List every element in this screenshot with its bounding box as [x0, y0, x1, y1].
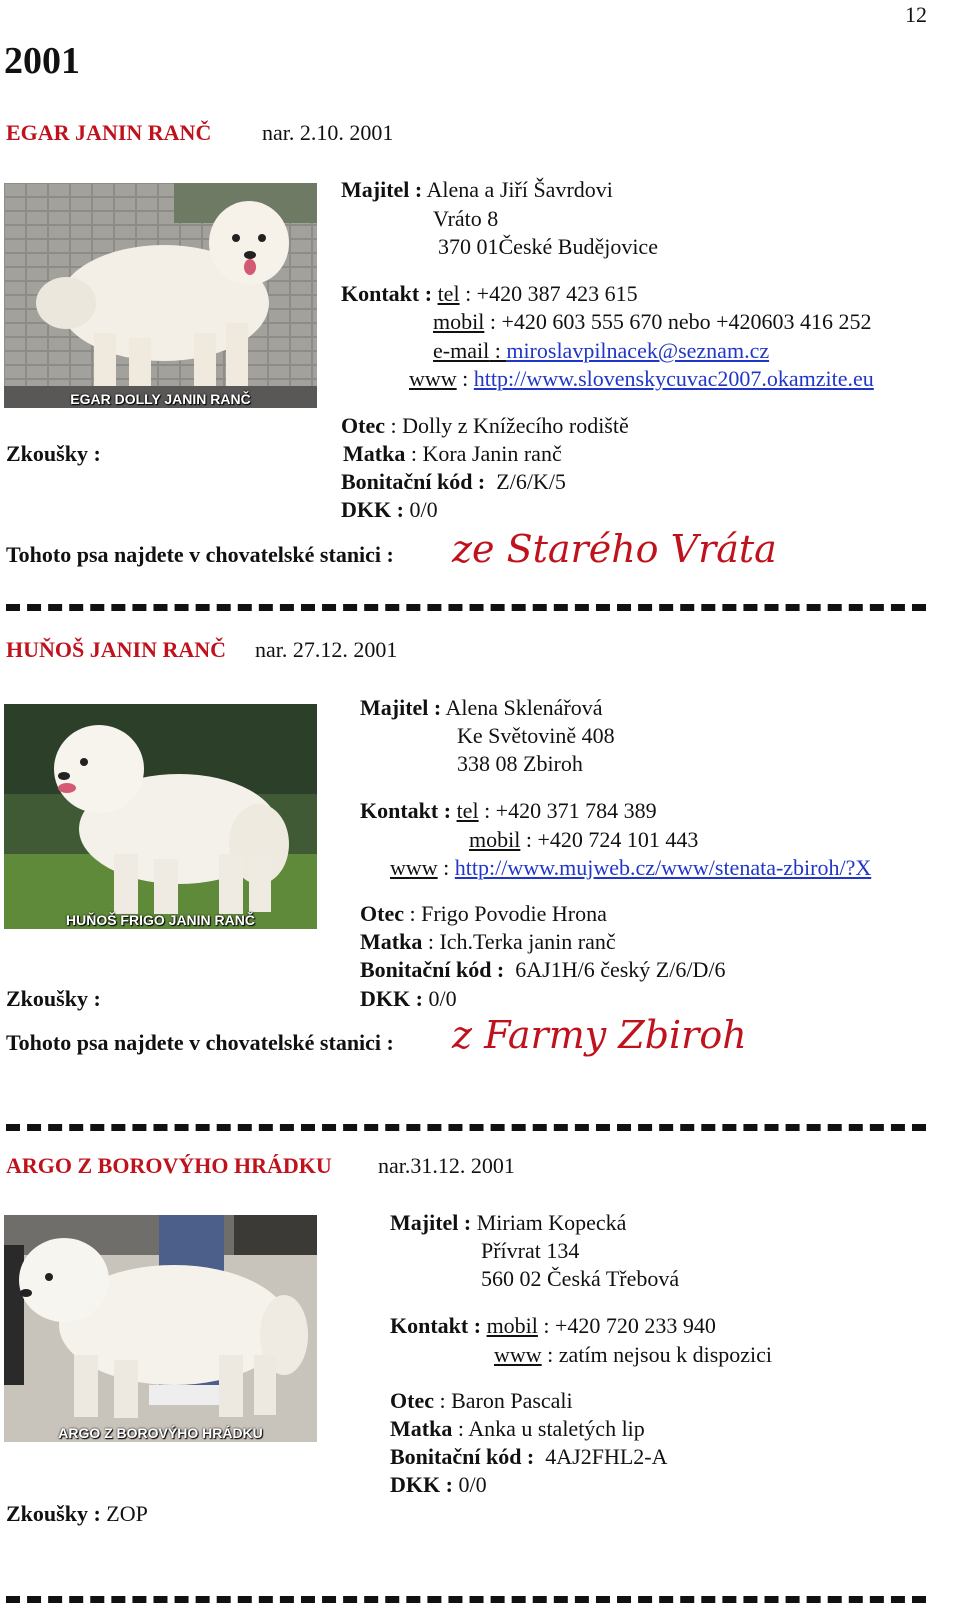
- mobil-value: : +420 720 233 940: [537, 1313, 716, 1338]
- www-label: www: [390, 855, 438, 880]
- stanice-label: Tohoto psa najdete v chovatelské stanici :: [6, 542, 394, 567]
- birth-date: nar. 2.10. 2001: [262, 120, 394, 145]
- tel-label: tel: [456, 798, 479, 823]
- dkk-label: DKK :: [360, 986, 423, 1011]
- photo-caption: ARGO Z BOROVÝHO HRÁDKU: [58, 1425, 263, 1441]
- dkk-value: 0/0: [452, 1472, 487, 1497]
- mobil-value: : +420 603 555 670 nebo +420603 416 252: [484, 309, 872, 334]
- owner-street: Přívrat 134: [481, 1238, 580, 1263]
- owner-city: 560 02 Česká Třebová: [481, 1266, 680, 1291]
- otec-value: : Baron Pascali: [433, 1388, 573, 1413]
- otec-label: Otec: [360, 901, 404, 926]
- section-divider: [6, 1596, 926, 1603]
- bonitacni-label: Bonitační kód :: [360, 957, 505, 982]
- otec-label: Otec: [341, 413, 385, 438]
- bonitacni-value: 6AJ1H/6 český Z/6/D/6: [515, 957, 726, 982]
- bonitacni-label: Bonitační kód :: [390, 1444, 535, 1469]
- www-link[interactable]: http://www.slovenskycuvac2007.okamzite.eu: [473, 366, 874, 391]
- owner-street: Ke Světovině 408: [457, 723, 615, 748]
- otec-value: : Dolly z Knížecího rodiště: [384, 413, 629, 438]
- mobil-value: : +420 724 101 443: [520, 827, 699, 852]
- stanice-label: Tohoto psa najdete v chovatelské stanici :: [6, 1030, 394, 1055]
- email-separator: :: [489, 338, 507, 363]
- www-separator: :: [456, 366, 474, 391]
- majitel-label: Majitel :: [341, 177, 423, 202]
- dog-photo-image: [4, 183, 317, 408]
- photo-caption: EGAR DOLLY JANIN RANČ: [70, 391, 251, 407]
- www-link[interactable]: http://www.mujweb.cz/www/stenata-zbiroh/?X: [454, 855, 872, 880]
- birth-date: nar. 27.12. 2001: [255, 637, 398, 662]
- page-number: 12: [905, 2, 927, 27]
- zkousky-value: ZOP: [106, 1501, 148, 1526]
- kontakt-label: Kontakt :: [390, 1313, 482, 1338]
- photo-caption: HUŇOŠ FRIGO JANIN RANČ: [65, 912, 255, 928]
- section-divider: [6, 1124, 926, 1131]
- dog-photo: [4, 1215, 317, 1442]
- mobil-label: mobil: [486, 1313, 538, 1338]
- otec-label: Otec: [390, 1388, 434, 1413]
- owner-city: 338 08 Zbiroh: [457, 751, 583, 776]
- www-separator: :: [437, 855, 455, 880]
- majitel-label: Majitel :: [360, 695, 442, 720]
- owner-city: 370 01České Budějovice: [438, 234, 658, 259]
- www-value: : zatím nejsou k dispozici: [541, 1342, 773, 1367]
- zkousky-label: Zkoušky :: [6, 441, 101, 466]
- zkousky-label: Zkoušky :: [6, 1501, 101, 1526]
- birth-date: nar.31.12. 2001: [378, 1153, 515, 1178]
- zkousky-label: Zkoušky :: [6, 986, 101, 1011]
- dkk-value: 0/0: [422, 986, 457, 1011]
- dkk-value: 0/0: [403, 497, 438, 522]
- tel-label: tel: [437, 281, 460, 306]
- dog-photo: [4, 183, 317, 408]
- owner-name: Miriam Kopecká: [476, 1210, 627, 1235]
- majitel-label: Majitel :: [390, 1210, 472, 1235]
- mobil-label: mobil: [433, 309, 485, 334]
- mobil-label: mobil: [469, 827, 521, 852]
- email-label: e-mail: [433, 338, 490, 363]
- kennel-name: z Farmy Zbiroh: [452, 1013, 747, 1057]
- dog-name: ARGO Z BOROVÝHO HRÁDKU: [6, 1153, 332, 1178]
- dkk-label: DKK :: [390, 1472, 453, 1497]
- matka-value: : Anka u staletých lip: [452, 1416, 645, 1441]
- bonitacni-value: Z/6/K/5: [496, 469, 566, 494]
- bonitacni-label: Bonitační kód :: [341, 469, 486, 494]
- kennel-name: ze Starého Vráta: [452, 527, 777, 571]
- year-heading: 2001: [4, 40, 80, 82]
- tel-value: : +420 387 423 615: [459, 281, 638, 306]
- www-label: www: [409, 366, 457, 391]
- matka-label: Matka: [343, 441, 406, 466]
- matka-label: Matka: [360, 929, 423, 954]
- kontakt-label: Kontakt :: [341, 281, 433, 306]
- dog-photo-image: [4, 704, 317, 929]
- kontakt-label: Kontakt :: [360, 798, 452, 823]
- dog-name: HUŇOŠ JANIN RANČ: [6, 637, 227, 662]
- dog-photo-image: [4, 1215, 317, 1442]
- tel-value: : +420 371 784 389: [478, 798, 657, 823]
- bonitacni-value: 4AJ2FHL2-A: [545, 1444, 668, 1469]
- section-divider: [6, 604, 926, 611]
- matka-value: : Kora Janin ranč: [405, 441, 562, 466]
- matka-value: : Ich.Terka janin ranč: [422, 929, 616, 954]
- owner-street: Vráto 8: [433, 206, 499, 231]
- dkk-label: DKK :: [341, 497, 404, 522]
- otec-value: : Frigo Povodie Hrona: [403, 901, 607, 926]
- owner-name: Alena a Jiří Šavrdovi: [426, 177, 613, 202]
- dog-photo: [4, 704, 317, 929]
- www-label: www: [494, 1342, 542, 1367]
- dog-name: EGAR JANIN RANČ: [6, 120, 212, 145]
- email-link[interactable]: miroslavpilnacek@seznam.cz: [506, 338, 770, 363]
- owner-name: Alena Sklenářová: [445, 695, 603, 720]
- matka-label: Matka: [390, 1416, 453, 1441]
